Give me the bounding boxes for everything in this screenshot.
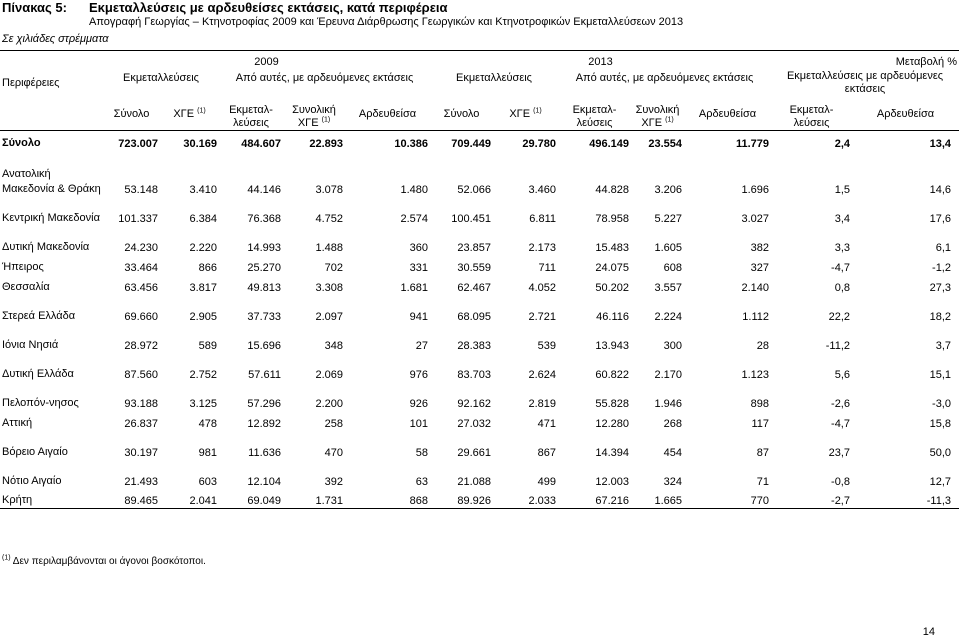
cell-value: 867 [537,446,556,459]
cell-value: 69.660 [124,310,158,323]
cell-value: 15.696 [247,339,281,352]
cell-value: 2.140 [741,281,769,294]
cell-value: 2,4 [834,137,850,150]
region-name: Πελοπόν-νησος [2,396,79,409]
cell-value: 941 [409,310,428,323]
cell-value: 3,7 [935,339,951,352]
cell-value: 868 [345,489,430,509]
cell-value: 50,0 [929,446,951,459]
cell-value: 454 [663,446,682,459]
cell-value: -4,7 [831,261,850,274]
cell-value: 3.410 [189,183,217,196]
cell-value: 327 [750,261,769,274]
table-row [0,489,959,509]
cell-value: 499 [537,475,556,488]
cell-value: 15,1 [929,368,951,381]
table-row [0,131,959,151]
table-row [0,151,959,197]
cell-value: 24.075 [595,261,629,274]
cell-value: 55.828 [595,397,629,410]
header-irrigated-2013: Από αυτές, με αρδευόμενες εκτάσεις [575,71,754,84]
cell-value: -4,7 [831,417,850,430]
cell-value: 87.560 [124,368,158,381]
cell-value: 100.451 [451,212,491,225]
cell-value: 2.220 [189,241,217,254]
region-name: Ήπειρος [2,260,44,273]
cell-value: 392 [324,475,343,488]
cell-value: 63 [415,475,428,488]
region-name: Δυτική Ελλάδα [2,367,74,380]
cell-value: 28.383 [457,339,491,352]
cell-value: 2.819 [528,397,556,410]
cell-value: 15.483 [595,241,629,254]
table-row [0,295,959,324]
cell-value: 3.206 [654,183,682,196]
cell-value: 1.696 [741,183,769,196]
cell-value: 14,6 [929,183,951,196]
region-name: Κρήτη [0,489,103,509]
cell-value: 268 [663,417,682,430]
cell-value: 13.943 [595,339,629,352]
cell-value: 89.926 [430,489,493,509]
region-name: Νότιο Αιγαίο [2,474,62,487]
cell-value: 27,3 [929,281,951,294]
header-row-years [0,51,959,69]
cell-value: 69.049 [219,489,283,509]
cell-value: 93.188 [124,397,158,410]
cell-value: 12.104 [247,475,281,488]
cell-value: 770 [684,489,771,509]
cell-value: 12,7 [929,475,951,488]
cell-value: 33.464 [124,261,158,274]
cell-value: 57.296 [247,397,281,410]
cell-value: 496.149 [589,137,629,150]
cell-value: 18,2 [929,310,951,323]
table-title: Εκμεταλλεύσεις με αρδευθείσες εκτάσεις, κατά περιφέρεια [89,0,448,15]
cell-value: -11,3 [852,489,959,509]
cell-value: 471 [537,417,556,430]
cell-value: 2.173 [528,241,556,254]
cell-value: 83.703 [457,368,491,381]
cell-value: -0,8 [831,475,850,488]
cell-value: 4.052 [528,281,556,294]
cell-value: 30.559 [457,261,491,274]
table-row [0,382,959,411]
cell-value: 2.200 [315,397,343,410]
header-row-groups [0,69,959,99]
cell-value: 608 [663,261,682,274]
header-year-2009: 2009 [103,51,430,69]
cell-value: 5,6 [834,368,850,381]
cell-value: 723.007 [118,137,158,150]
region-name: Κεντρική Μακεδονία [2,211,100,224]
region-name: Ιόνια Νησιά [2,338,59,351]
cell-value: 21.493 [124,475,158,488]
cell-value: 14.993 [247,241,281,254]
cell-value: 2.224 [654,310,682,323]
cell-value: 348 [324,339,343,352]
cell-value: 29.780 [522,137,556,150]
cell-value: 360 [409,241,428,254]
cell-value: 2.905 [189,310,217,323]
cell-value: 1.665 [631,489,684,509]
cell-value: 3.078 [315,183,343,196]
cell-value: 67.216 [558,489,631,509]
cell-value: 17,6 [929,212,951,225]
cell-value: -2,7 [771,489,852,509]
cell-value: 6.384 [189,212,217,225]
cell-value: 1.681 [400,281,428,294]
cell-value: 258 [324,417,343,430]
header-holdings-irrigated: Εκμεταλλεύσεις με αρδευόμενες εκτάσεις [786,69,944,95]
footnote [2,556,206,567]
footnote-text: Δεν περιλαμβάνονται οι άγονοι βοσκότοποι. [12,556,206,567]
cell-value: 12.280 [595,417,629,430]
cell-value: 22,2 [828,310,850,323]
region-name: Στερεά Ελλάδα [2,309,76,322]
cell-value: 3.460 [528,183,556,196]
cell-value: 50.202 [595,281,629,294]
cell-value: 3.817 [189,281,217,294]
regional-table [0,50,959,509]
cell-value: 3.027 [741,212,769,225]
cell-value: 3.557 [654,281,682,294]
cell-value: 58 [415,446,428,459]
region-name: Σύνολο [2,136,41,149]
cell-value: 589 [198,339,217,352]
cell-value: 21.088 [457,475,491,488]
cell-value: 1.488 [315,241,343,254]
cell-value: -1,2 [932,261,951,274]
cell-value: 711 [538,261,556,274]
cell-value: 23,7 [828,446,850,459]
cell-value: 27.032 [457,417,491,430]
cell-value: 331 [409,261,428,274]
header-irrigated: Αρδευθείσα [684,99,771,131]
cell-value: 87 [756,446,769,459]
cell-value: 49.813 [247,281,281,294]
cell-value: 1.480 [400,183,428,196]
table-row [0,226,959,255]
cell-value: 382 [750,241,769,254]
cell-value: -3,0 [932,397,951,410]
table-label: Πίνακας 5: [2,0,67,15]
cell-value: 3.125 [189,397,217,410]
cell-value: 78.958 [595,212,629,225]
cell-value: 53.148 [124,183,158,196]
header-row-sub [0,99,959,131]
cell-value: 2.069 [315,368,343,381]
cell-value: 1.123 [741,368,769,381]
cell-value: 2.624 [528,368,556,381]
region-name: Θεσσαλία [2,280,50,293]
cell-value: 2.574 [400,212,428,225]
cell-value: 62.467 [457,281,491,294]
cell-value: 23.554 [648,137,682,150]
cell-value: 11.636 [248,446,281,459]
cell-value: 603 [198,475,217,488]
cell-value: 12.003 [595,475,629,488]
cell-value: 28 [756,339,769,352]
cell-value: 539 [537,339,556,352]
cell-value: 6.811 [529,212,556,225]
cell-value: 30.197 [124,446,158,459]
footnote-mark: (1) [321,116,331,124]
header-total-uaa: Συνολική ΧΓΕ [635,104,680,129]
footnote-mark: (1) [533,107,542,115]
cell-value: 324 [663,475,682,488]
cell-value: 12.892 [247,417,281,430]
region-name: Ανατολική Μακεδονία & Θράκη [2,167,101,195]
region-name: Βόρειο Αιγαίο [2,445,68,458]
cell-value: 866 [198,261,217,274]
cell-value: 37.733 [247,310,281,323]
header-irrigated: Αρδευθείσα [852,99,959,131]
cell-value: 3,4 [834,212,850,225]
cell-value: 976 [409,368,428,381]
cell-value: 101.337 [118,212,158,225]
cell-value: 926 [409,397,428,410]
table-unit: Σε χιλιάδες στρέμματα [2,33,109,45]
cell-value: 13,4 [929,137,951,150]
header-holdings-short: Εκμεταλ-λεύσεις [771,99,852,131]
header-irrigated: Αρδευθείσα [345,99,430,131]
cell-value: 28.972 [124,339,158,352]
cell-value: 1.605 [654,241,682,254]
cell-value: 0,8 [834,281,850,294]
cell-value: 60.822 [595,368,629,381]
cell-value: 68.095 [457,310,491,323]
cell-value: 2.097 [315,310,343,323]
cell-value: 1.731 [283,489,345,509]
table-row [0,353,959,382]
header-regions: Περιφέρειες [2,77,60,89]
cell-value: 25.270 [247,261,281,274]
table-row [0,324,959,353]
cell-value: 484.607 [241,137,281,150]
cell-value: 76.368 [247,212,281,225]
footnote-mark: (1) [665,116,674,124]
footnote-mark: (1) [2,554,11,562]
cell-value: -2,6 [831,397,850,410]
table-row [0,431,959,460]
cell-value: 3,3 [834,241,850,254]
cell-value: 63.456 [124,281,158,294]
cell-value: 11.779 [735,137,769,150]
header-year-2013: 2013 [430,51,771,69]
cell-value: 2.033 [493,489,558,509]
cell-value: 46.116 [596,310,629,323]
header-holdings-2009: Εκμεταλλεύσεις [123,71,199,84]
cell-value: 24.230 [124,241,158,254]
cell-value: 1.112 [742,310,769,323]
footnote-mark: (1) [197,107,206,115]
cell-value: 27 [415,339,428,352]
cell-value: 2.721 [528,310,556,323]
cell-value: 5.227 [654,212,682,225]
cell-value: 30.169 [183,137,217,150]
cell-value: 44.828 [595,183,629,196]
table-row [0,275,959,295]
table-row [0,411,959,431]
region-name: Δυτική Μακεδονία [2,240,90,253]
cell-value: 44.146 [247,183,281,196]
cell-value: 52.066 [457,183,491,196]
header-holdings-2013: Εκμεταλλεύσεις [456,71,532,84]
cell-value: 478 [198,417,217,430]
header-holdings-short: Εκμεταλ-λεύσεις [558,99,631,131]
cell-value: 26.837 [124,417,158,430]
cell-value: 71 [756,475,769,488]
table-subtitle: Απογραφή Γεωργίας – Κτηνοτροφίας 2009 και Έρευνα Διάρθρωσης Γεωργικών και Κτηνοτροφικών Εκμεταλλεύσεων 2013 [89,16,684,28]
header-change: Μεταβολή % [771,51,959,69]
cell-value: 2.752 [189,368,217,381]
cell-value: 117 [751,417,769,430]
region-name: Αττική [2,416,33,429]
cell-value: 470 [324,446,343,459]
table-row [0,460,959,489]
header-total: Σύνολο [113,107,150,120]
header-irrigated-2009: Από αυτές, με αρδευόμενες εκτάσεις [235,71,414,84]
cell-value: 23.857 [457,241,491,254]
cell-value: 3.308 [315,281,343,294]
cell-value: 15,8 [929,417,951,430]
header-holdings-short: Εκμεταλ-λεύσεις [219,99,283,131]
cell-value: 1.946 [654,397,682,410]
page-number: 14 [922,626,935,638]
cell-value: 10.386 [394,137,428,150]
table-body [0,131,959,509]
cell-value: 709.449 [451,137,491,150]
cell-value: 2.170 [654,368,682,381]
cell-value: -11,2 [825,339,850,352]
cell-value: 57.611 [248,368,281,381]
header-uaa: ΧΓΕ [173,107,195,120]
cell-value: 6,1 [935,241,951,254]
cell-value: 89.465 [103,489,160,509]
header-total: Σύνολο [443,107,480,120]
header-uaa: ΧΓΕ [509,107,531,120]
table-row [0,197,959,226]
cell-value: 702 [324,261,343,274]
cell-value: 22.893 [309,137,343,150]
cell-value: 1,5 [834,183,850,196]
header-total-uaa: Συνολική ΧΓΕ [292,104,336,129]
cell-value: 300 [663,339,682,352]
cell-value: 92.162 [457,397,491,410]
cell-value: 14.394 [595,446,629,459]
cell-value: 981 [198,446,217,459]
cell-value: 101 [409,417,428,430]
cell-value: 898 [750,397,769,410]
cell-value: 2.041 [160,489,219,509]
cell-value: 4.752 [315,212,343,225]
cell-value: 29.661 [457,446,491,459]
table-row [0,255,959,275]
